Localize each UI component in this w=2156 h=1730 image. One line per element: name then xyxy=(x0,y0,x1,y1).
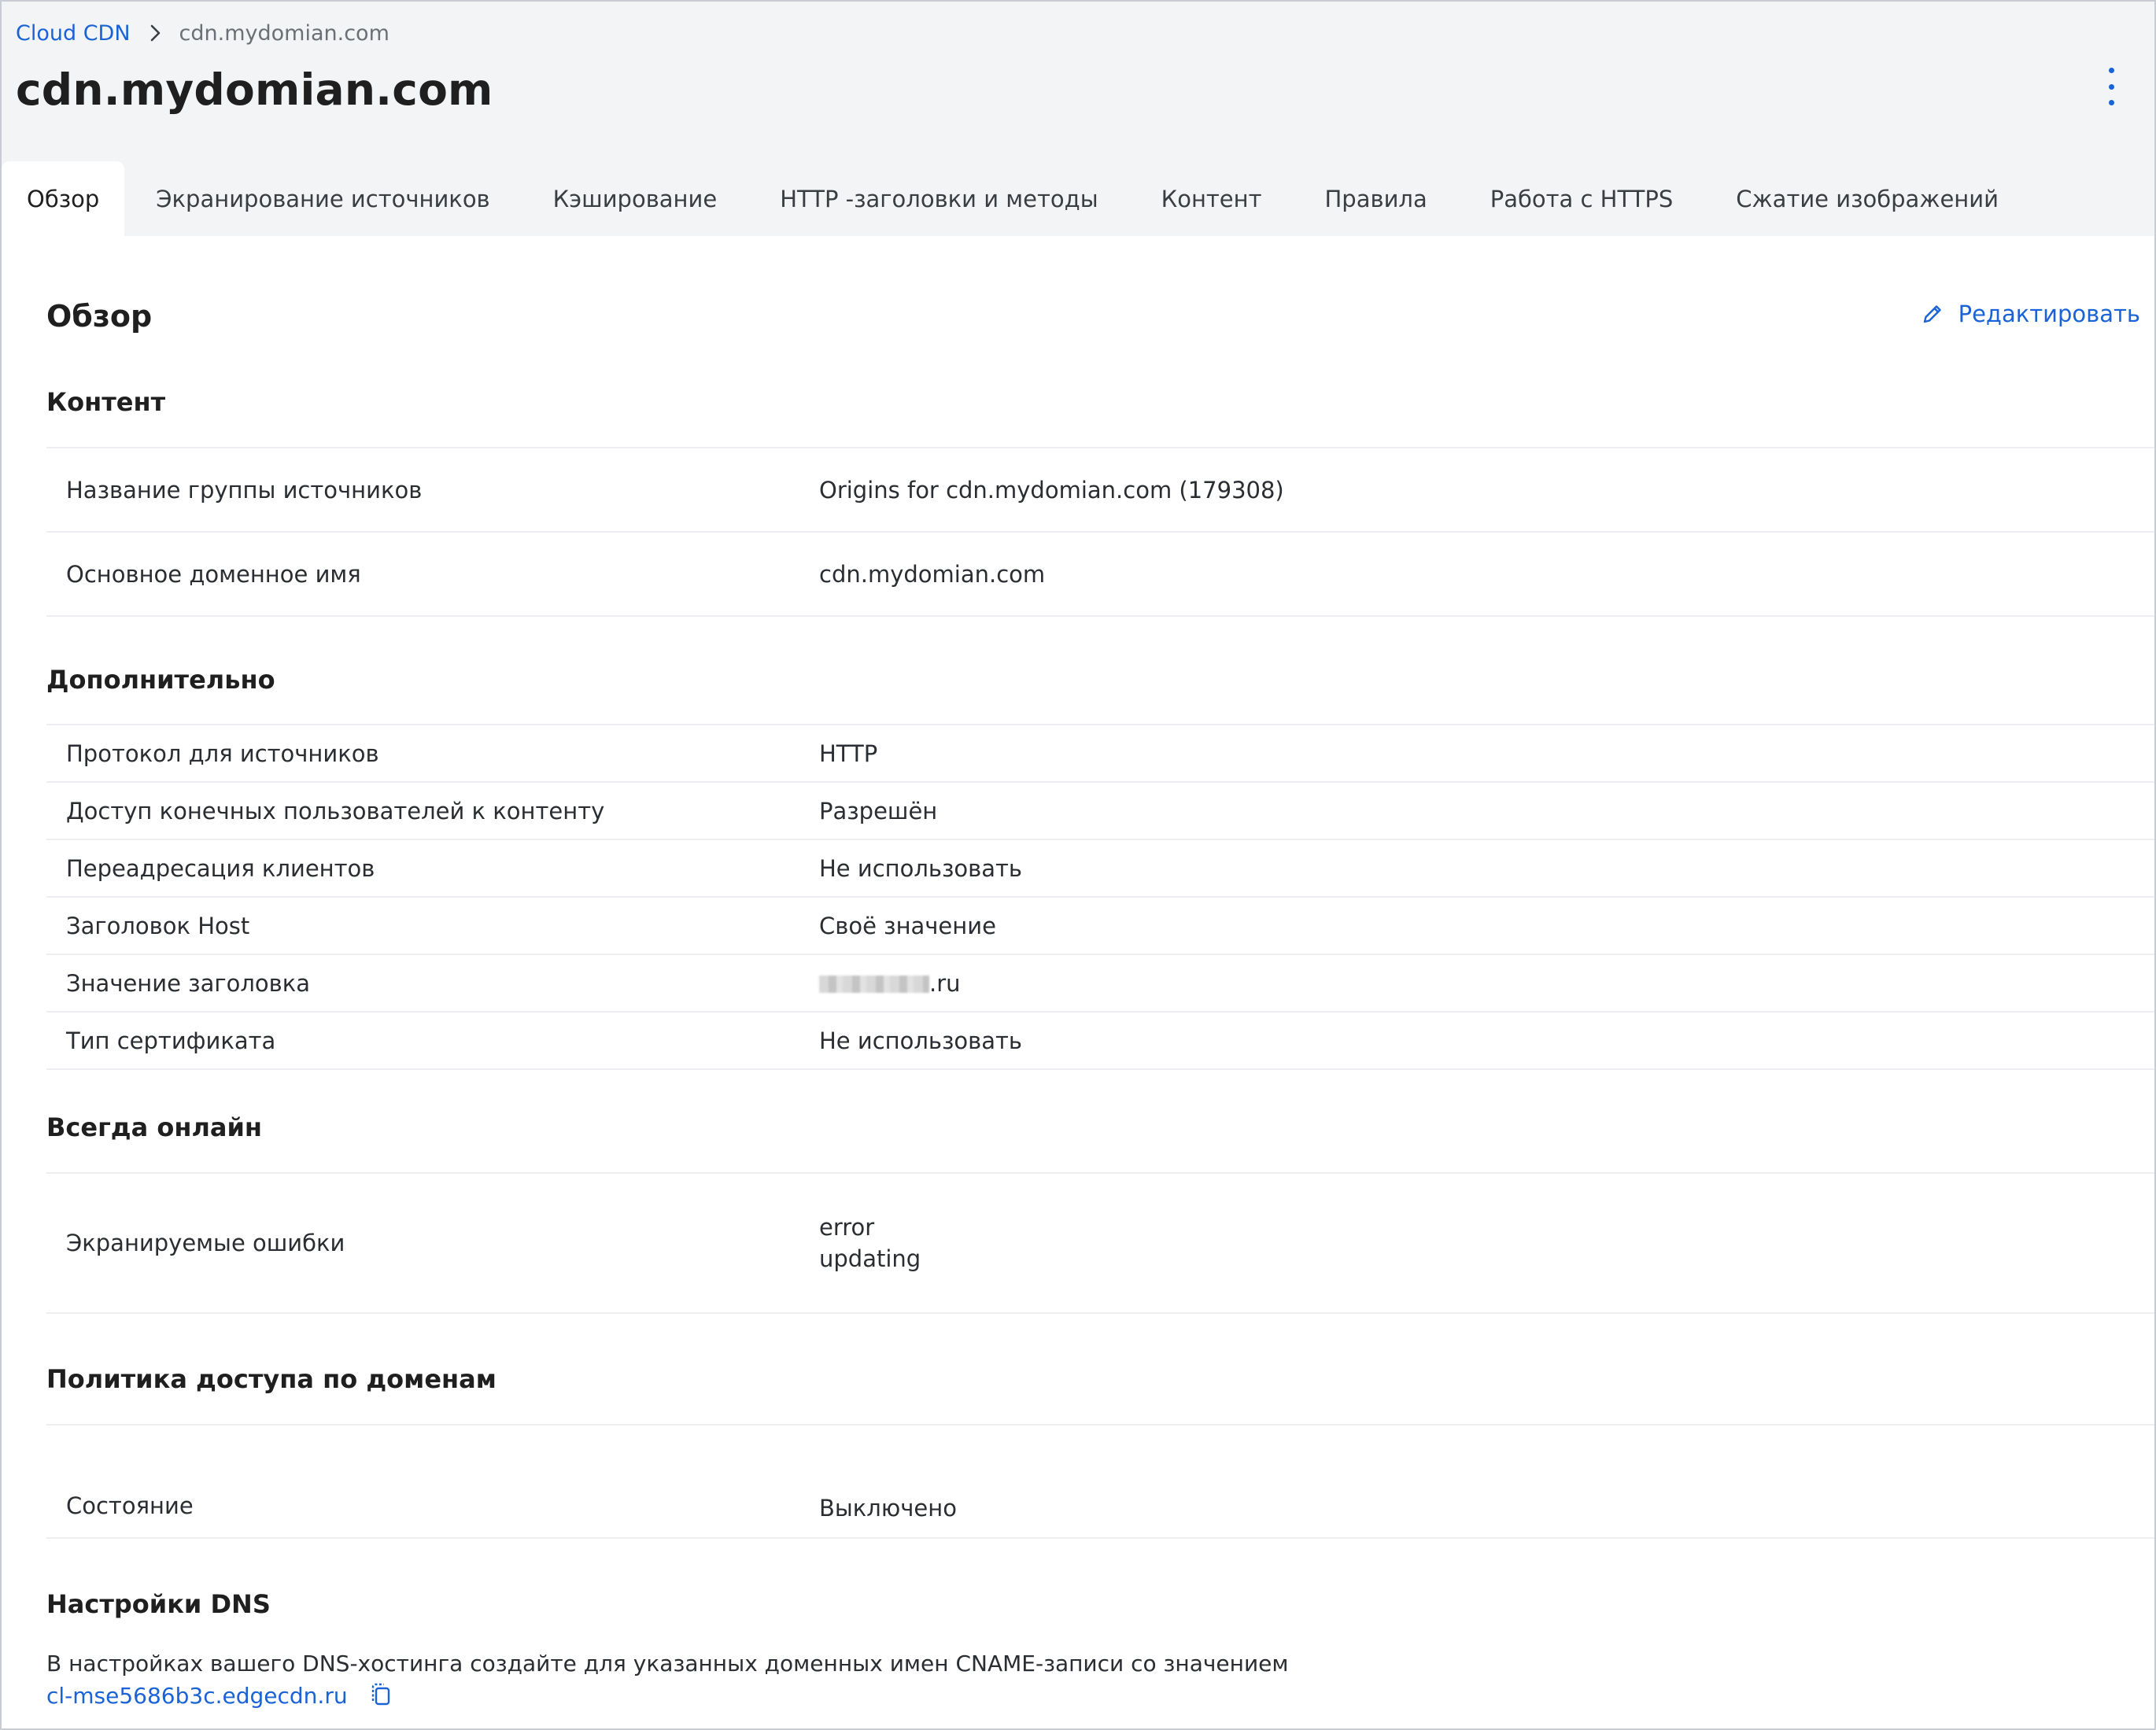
chevron-right-icon xyxy=(142,20,168,46)
table-row xyxy=(46,783,2154,840)
kebab-menu-icon[interactable] xyxy=(2099,68,2123,105)
copy-icon[interactable] xyxy=(370,1682,393,1709)
row-label: Значение заголовка xyxy=(66,969,310,997)
table-row xyxy=(46,898,2154,955)
row-label: Название группы источников xyxy=(66,476,423,504)
dns-instructions: В настройках вашего DNS-хостинга создайте для указанных доменных имен CNAME-записи со значением xyxy=(46,1651,1289,1677)
redacted-text xyxy=(819,976,929,993)
row-value xyxy=(819,1212,921,1274)
tab-image-compression[interactable]: Сжатие изображений xyxy=(1736,185,1999,212)
row-value xyxy=(819,968,961,999)
header-value-suffix: .ru xyxy=(929,969,961,997)
row-value: Origins for cdn.mydomian.com (179308) xyxy=(819,476,1284,504)
row-value: Своё значение xyxy=(819,912,996,939)
tab-origin-shielding[interactable]: Экранирование источников xyxy=(156,185,490,212)
page-title: cdn.mydomian.com xyxy=(16,65,493,115)
tab-https[interactable]: Работа с HTTPS xyxy=(1490,185,1674,212)
tab-caching[interactable]: Кэширование xyxy=(552,185,718,212)
tab-content[interactable]: Контент xyxy=(1161,185,1262,212)
table-row xyxy=(46,1013,2154,1070)
tab-overview[interactable]: Обзор xyxy=(2,161,124,236)
section-title-content: Контент xyxy=(46,387,166,417)
row-value: Не использовать xyxy=(819,854,1022,882)
row-label: Протокол для источников xyxy=(66,740,379,767)
row-value: HTTP xyxy=(819,740,878,767)
section-title-dns: Настройки DNS xyxy=(46,1589,271,1619)
error-value: updating xyxy=(819,1245,921,1272)
section-title-domain-policy: Политика доступа по доменам xyxy=(46,1364,497,1394)
breadcrumb xyxy=(16,17,389,49)
row-value: Не использовать xyxy=(819,1027,1022,1054)
table-row xyxy=(46,1426,2154,1539)
row-label: Заголовок Host xyxy=(66,912,250,939)
error-value: error xyxy=(819,1214,875,1241)
page-header xyxy=(2,2,2154,236)
table-row xyxy=(46,955,2154,1013)
cname-row xyxy=(46,1682,393,1709)
row-value: Выключено xyxy=(819,1495,957,1522)
edit-button-label: Редактировать xyxy=(1958,301,2140,327)
row-label: Экранируемые ошибки xyxy=(66,1230,345,1256)
pencil-icon xyxy=(1921,302,1944,326)
table-row xyxy=(46,1174,2154,1314)
breadcrumb-current: cdn.mydomian.com xyxy=(179,20,389,46)
row-label: Состояние xyxy=(66,1492,194,1519)
overview-title: Обзор xyxy=(46,299,153,334)
section-title-additional: Дополнительно xyxy=(46,665,275,695)
tab-bar xyxy=(2,161,2030,236)
tab-rules[interactable]: Правила xyxy=(1324,185,1427,212)
section-title-always-online: Всегда онлайн xyxy=(46,1112,263,1142)
row-label: Тип сертификата xyxy=(66,1027,276,1054)
row-value: Разрешён xyxy=(819,797,938,824)
row-label: Основное доменное имя xyxy=(66,560,361,588)
table-row xyxy=(46,725,2154,783)
row-label: Доступ конечных пользователей к контенту xyxy=(66,797,605,824)
cname-link[interactable]: cl-mse5686b3c.edgecdn.ru xyxy=(46,1682,348,1709)
tab-http-headers[interactable]: HTTP -заголовки и методы xyxy=(780,185,1098,212)
row-value: cdn.mydomian.com xyxy=(819,560,1046,588)
breadcrumb-root-link[interactable]: Cloud CDN xyxy=(16,20,131,46)
edit-button[interactable] xyxy=(1921,301,2140,327)
row-label: Переадресация клиентов xyxy=(66,854,375,882)
table-row xyxy=(46,533,2154,617)
table-row xyxy=(46,448,2154,533)
table-row xyxy=(46,840,2154,898)
